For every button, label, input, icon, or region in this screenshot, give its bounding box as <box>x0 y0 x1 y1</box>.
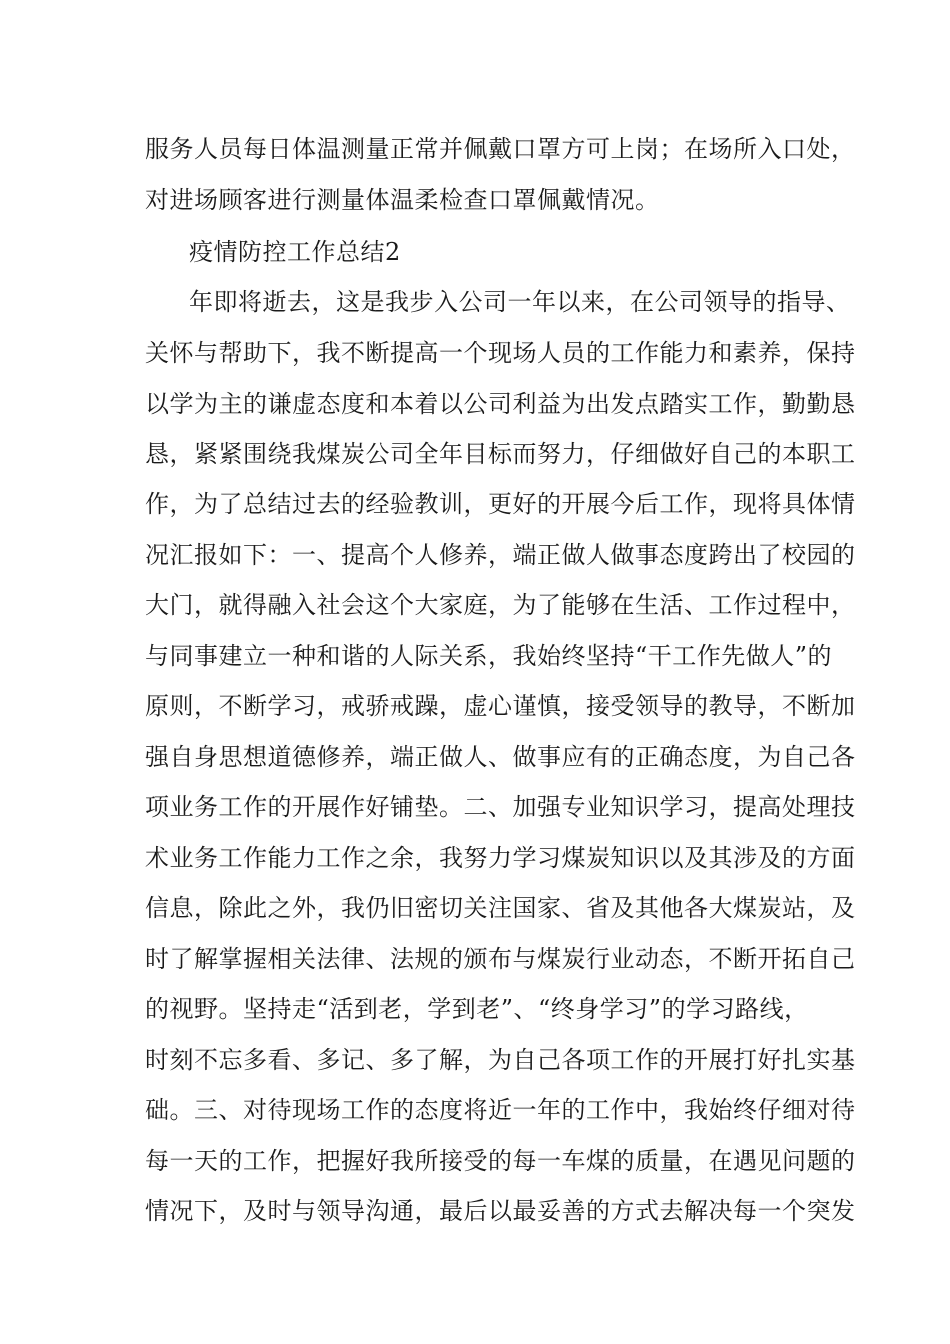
text-line: 关怀与帮助下，我不断提高一个现场人员的工作能力和素养，保持 <box>145 339 856 367</box>
text-line: 恳，紧紧围绕我煤炭公司全年目标而努力，仔细做好自己的本职工 <box>145 440 856 468</box>
text-line: 强自身思想道德修养，端正做人、做事应有的正确态度，为自己各 <box>145 743 856 771</box>
section-heading: 疫情防控工作总结2 <box>189 238 401 266</box>
text-line: 础。三、对待现场工作的态度将近一年的工作中，我始终仔细对待 <box>145 1096 856 1124</box>
text-line: 的视野。坚持走“活到老，学到老”、“终身学习”的学习路线， <box>145 995 809 1023</box>
text-line: 以学为主的谦虚态度和本着以公司利益为出发点踏实工作，勤勤恳 <box>145 390 856 418</box>
text-line: 与同事建立一种和谐的人际关系，我始终坚持“干工作先做人”的 <box>145 642 833 670</box>
text-line: 况汇报如下：一、提高个人修养，端正做人做事态度跨出了校园的 <box>145 541 856 569</box>
text-line: 时了解掌握相关法律、法规的颁布与煤炭行业动态，不断开拓自己 <box>145 945 856 973</box>
text-line: 情况下，及时与领导沟通，最后以最妥善的方式去解决每一个突发 <box>145 1197 856 1225</box>
text-line: 服务人员每日体温测量正常并佩戴口罩方可上岗；在场所入口处， <box>145 135 856 163</box>
text-line: 作，为了总结过去的经验教训，更好的开展今后工作，现将具体情 <box>145 490 856 518</box>
paragraph-first-line: 年即将逝去，这是我步入公司一年以来，在公司领导的指导、 <box>189 288 851 316</box>
text-line: 大门，就得融入社会这个大家庭，为了能够在生活、工作过程中， <box>145 591 856 619</box>
text-line: 项业务工作的开展作好铺垫。二、加强专业知识学习，提高处理技 <box>145 793 856 821</box>
text-line: 每一天的工作，把握好我所接受的每一车煤的质量，在遇见问题的 <box>145 1147 856 1175</box>
text-line: 对进场顾客进行测量体温柔检查口罩佩戴情况。 <box>145 186 660 214</box>
text-line: 原则，不断学习，戒骄戒躁，虚心谨慎，接受领导的教导，不断加 <box>145 692 856 720</box>
text-line: 术业务工作能力工作之余，我努力学习煤炭知识以及其涉及的方面 <box>145 844 856 872</box>
text-line: 信息，除此之外，我仍旧密切关注国家、省及其他各大煤炭站，及 <box>145 894 856 922</box>
text-line: 时刻不忘多看、多记、多了解，为自己各项工作的开展打好扎实基 <box>145 1046 856 1074</box>
